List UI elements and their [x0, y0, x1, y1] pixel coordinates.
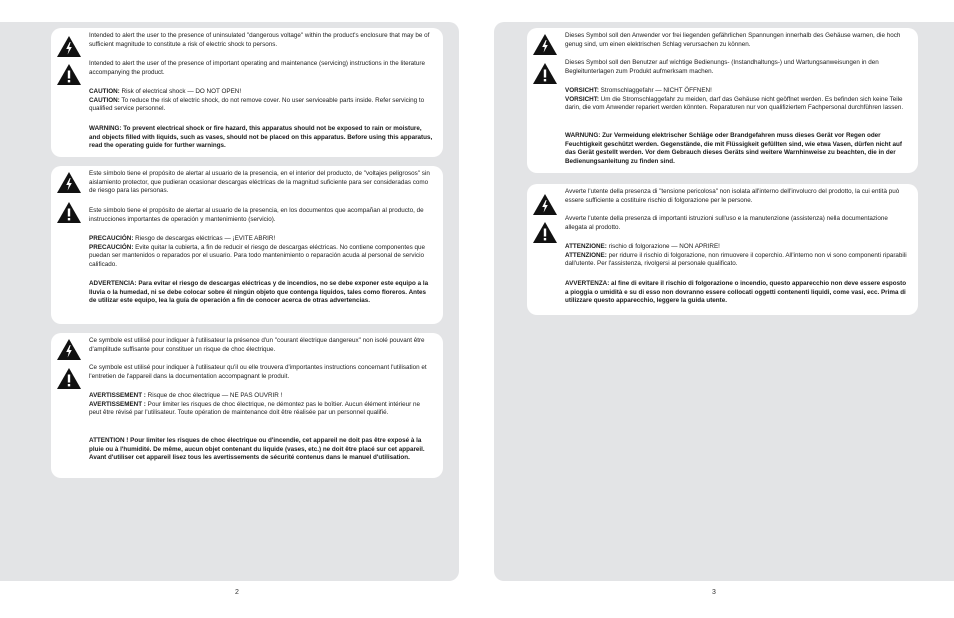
warning-panel-fr [51, 333, 443, 478]
exclamation-warning-icon [57, 64, 81, 85]
info-text: Avverte l'utente della presenza di importanti istruzioni sull'uso e la manutenzione (assistenza) nella documentazione allegata al prodotto. [565, 215, 888, 231]
warning-text: WARNING: To prevent electrical shock or fire hazard, this apparatus should not be exposed to rain or moisture, and objects filled with liquids, such as vases, should not be placed on this apparatus. Before using this apparatus, read the operating guide for further warnings. [89, 125, 433, 150]
caution-line-2: VORSICHT: Um die Stromschlaggefahr zu meiden, darf das Gehäuse nicht geöffnet werden. Es befinden sich keine Teile darin, die vom Anwender repariert werden könnten. Reparaturen nur von qualifiziertem Fachpersonal durchführen lassen. [565, 95, 904, 112]
warning-text: ADVERTENCIA: Para evitar el riesgo de descargas eléctricas y de incendios, no se debe exponer este equipo a la lluvia o la humedad, ni se debe colocar sobre él ningún objeto que contenga líquidos, tales como floreros. Antes de utilizar este equipo, lea la guía de operación a fin de conocer acerca de otras advertencias. [89, 280, 429, 305]
shock-text: Este símbolo tiene el propósito de alertar al usuario de la presencia, en el interior del producto, de "voltajes peligrosos" sin aislamiento protector, que pudieran ocasionar descargas eléctricas de la magnitud suficiente para ser consideradas como de riesgo para las personas. [89, 170, 430, 195]
shock-text: Ce symbole est utilisé pour indiquer à l'utilisateur la présence d'un "courant électrique dangereux" non isolé pouvant être d'amplitude suffisante pour constituer un risque de choc électrique. [89, 337, 425, 353]
caution-line-1: VORSICHT: Stromschlaggefahr — NICHT ÖFFNEN! [565, 87, 712, 94]
info-text: Intended to alert the user of the presence of important operating and maintenance (servicing) instructions in the literature accompanying the product. [89, 60, 426, 76]
shock-text: Dieses Symbol soll den Anwender vor frei liegenden gefährlichen Spannungen innerhalb des Gehäuse warnen, die hoch genug sind, um einen elektrischen Schlag verursachen zu können. [565, 32, 901, 48]
info-text: Dieses Symbol soll den Benutzer auf wichtige Bedienungs- (Instandhaltungs-) und Wartungsanweisungen in den Begleitunterlagen zum Produkt aufmerksam machen. [565, 59, 879, 75]
warning-panel-de [527, 28, 918, 173]
caution-line-2: PRECAUCIÓN: Evite quitar la cubierta, a fin de reducir el riesgo de descargas eléctricas. No contiene componentes que puedan ser mantenidos o reparados por el usuario. Para todo mantenimiento o reparación acuda al personal de servicio calificado. [89, 243, 426, 268]
caution-line-1: CAUTION: Risk of electrical shock — DO NOT OPEN! [89, 88, 242, 95]
caution-line-2: AVERTISSEMENT : Pour limiter les risques de choc électrique, ne démontez pas le boîtier. Aucun élément intérieur ne peut être révisé par l'utilisateur. Toute opération de maintenance doit être réalisée par un personnel qualifié. [89, 400, 420, 417]
page-number: 3 [712, 589, 716, 596]
lightning-warning-icon [533, 194, 557, 215]
warning-text: WARNUNG: Zur Vermeidung elektrischer Schläge oder Brandgefahren muss dieses Gerät vor Regen oder Feuchtigkeit geschützt werden. Gegenstände, die mit Flüssigkeit gefüllten sind, wie etwa Vasen, dürfen nicht auf das Gerät gestellt werden. Vor dem Gebrauch dieses Geräts sind weitere Warnhinweise zu beachten, die in der Bedienungsanleitung zu finden sind. [565, 132, 902, 165]
exclamation-warning-icon [533, 63, 557, 84]
warning-text: ATTENTION ! Pour limiter les risques de choc électrique ou d'incendie, cet appareil ne doit pas être exposé à la pluie ou à l'humidité. De même, aucun objet contenant du liquide (vases, etc.) ne doit être placé sur cet appareil. Avant d'utiliser cet appareil lisez tous les avertissements de sécurité contenus dans le manuel d'utilisation. [89, 437, 425, 462]
info-text: Este símbolo tiene el propósito de alertar al usuario de la presencia, en los documentos que acompañan al producto, de instrucciones importantes de operación y mantenimiento (servicio). [89, 207, 424, 223]
warning-panel-en [51, 28, 443, 157]
exclamation-warning-icon [57, 202, 81, 223]
lightning-warning-icon [57, 172, 81, 193]
shock-text: Intended to alert the user to the presence of uninsulated "dangerous voltage" within the product's enclosure that may be of sufficient magnitude to constitute a risk of electric shock to persons. [89, 32, 430, 48]
caution-line-2: ATTENZIONE: per ridurre il rischio di folgorazione, non rimuovere il coperchio. All'interno non vi sono componenti riparabili dall'utente. Per l'assistenza, rivolgersi al personale qualificato. [565, 251, 907, 268]
warning-panel-es [51, 166, 443, 324]
caution-line-1: PRECAUCIÓN: Riesgo de descargas eléctricas — ¡EVITE ABRIR! [89, 235, 276, 242]
exclamation-warning-icon [57, 368, 81, 389]
warning-text: AVVERTENZA: al fine di evitare il rischio di folgorazione o incendio, questo apparecchio non deve essere esposto a pioggia o umidità e su di esso non dovranno essere collocati oggetti contenenti liquidi, come vasi, ecc. Prima di utilizzare questo apparecchio, leggere la guida utente. [565, 280, 907, 305]
exclamation-warning-icon [533, 222, 557, 243]
lightning-warning-icon [533, 34, 557, 55]
shock-text: Avverte l'utente della presenza di "tensione pericolosa" non isolata all'interno dell'involucro del prodotto, la cui entità può essere sufficiente a costituire rischio di folgorazione per le persone. [565, 188, 900, 204]
caution-line-1: ATTENZIONE: rischio di folgorazione — NON APRIRE! [565, 243, 720, 250]
lightning-warning-icon [57, 339, 81, 360]
lightning-warning-icon [57, 36, 81, 57]
caution-line-1: AVERTISSEMENT : Risque de choc électrique — NE PAS OUVRIR ! [89, 392, 283, 399]
info-text: Ce symbole est utilisé pour indiquer à l'utilisateur qu'il ou elle trouvera d'importantes instructions concernant l'utilisation et l'entretien de l'appareil dans la documentation accompagnant le produit. [89, 364, 427, 380]
page-number: 2 [235, 589, 239, 596]
warning-panel-it [527, 184, 918, 315]
caution-line-2: CAUTION: To reduce the risk of electric shock, do not remove cover. No user serviceable parts inside. Refer servicing to qualified service personnel. [89, 96, 425, 113]
